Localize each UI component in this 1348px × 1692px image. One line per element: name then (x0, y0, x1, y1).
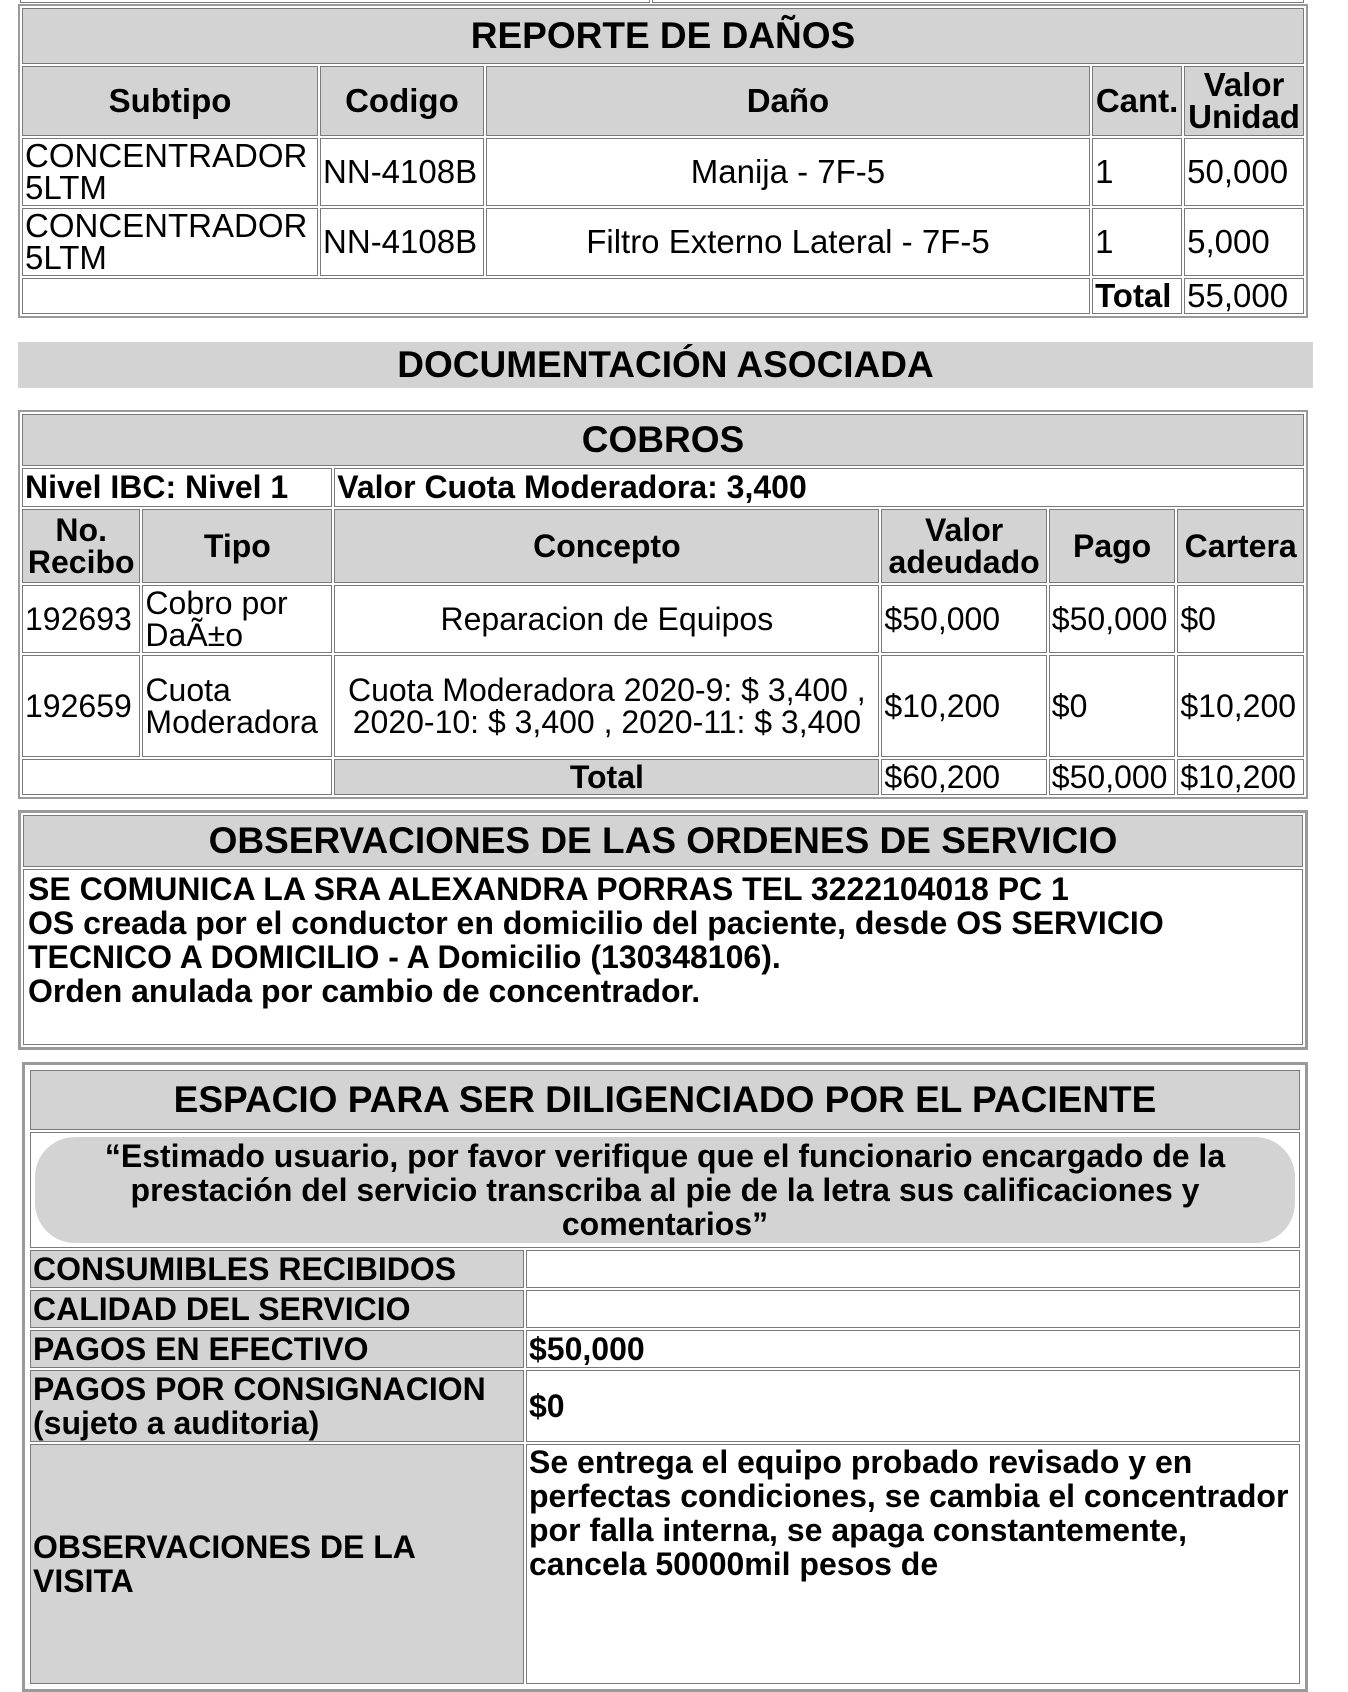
field-row (30, 1370, 1300, 1442)
pagos-efectivo-field[interactable]: $50,000 (526, 1330, 1300, 1368)
valor-cuota-moderadora: Valor Cuota Moderadora: 3,400 (334, 468, 1304, 507)
field-row (30, 1250, 1300, 1288)
col-dano: Daño (486, 66, 1090, 136)
cell-valor: $10,200 (881, 655, 1046, 757)
cell-recibo: 192659 (22, 655, 140, 757)
total-spacer (22, 278, 1090, 314)
observations-body (23, 869, 1303, 1045)
col-cartera: Cartera (1177, 509, 1304, 583)
cell-cartera: $0 (1177, 585, 1304, 653)
col-subtipo: Subtipo (22, 66, 318, 136)
table-row (22, 208, 1304, 276)
charges-table (18, 410, 1308, 799)
table-row (22, 585, 1304, 653)
cell-tipo: Cobro por DaÃ±o (142, 585, 332, 653)
field-label: OBSERVACIONES DE LA VISITA (30, 1444, 524, 1684)
field-row (30, 1444, 1300, 1684)
cell-pago: $0 (1049, 655, 1176, 757)
observations-title: OBSERVACIONES DE LAS ORDENES DE SERVICIO (23, 815, 1303, 867)
field-label: CONSUMIBLES RECIBIDOS (30, 1250, 524, 1288)
total-pago: $50,000 (1049, 759, 1176, 795)
cell-dano: Filtro Externo Lateral - 7F-5 (486, 208, 1090, 276)
cell-cant: 1 (1092, 208, 1182, 276)
cell-recibo: 192693 (22, 585, 140, 653)
field-row (30, 1290, 1300, 1328)
observation-line: Orden anulada por cambio de concentrador. (28, 973, 701, 1009)
total-label: Total (334, 759, 879, 795)
cell-subtipo: CONCENTRADOR 5LTM (22, 138, 318, 206)
total-valor: $60,200 (881, 759, 1046, 795)
damage-report-table (18, 4, 1308, 318)
cell-concepto: Cuota Moderadora 2020-9: $ 3,400 , 2020-10: $ 3,400 , 2020-11: $ 3,400 (334, 655, 879, 757)
col-valor-adeudado: Valor adeudado (881, 509, 1046, 583)
nivel-ibc: Nivel IBC: Nivel 1 (22, 468, 332, 507)
cell-valor: $50,000 (881, 585, 1046, 653)
col-tipo: Tipo (142, 509, 332, 583)
cell-concepto: Reparacion de Equipos (334, 585, 879, 653)
patient-section-title: ESPACIO PARA SER DILIGENCIADO POR EL PACIENTE (30, 1070, 1300, 1130)
cell-codigo: NN-4108B (320, 208, 484, 276)
field-row (30, 1330, 1300, 1368)
total-row (22, 759, 1304, 795)
cell-valor: 5,000 (1184, 208, 1304, 276)
patient-section-table (22, 1062, 1308, 1692)
col-concepto: Concepto (334, 509, 879, 583)
total-value: 55,000 (1184, 278, 1304, 314)
col-cant: Cant. (1092, 66, 1182, 136)
section-title-documentacion: DOCUMENTACIÓN ASOCIADA (18, 342, 1313, 388)
col-valor-unidad: Valor Unidad (1184, 66, 1304, 136)
observation-line: SE COMUNICA LA SRA ALEXANDRA PORRAS TEL 3222104018 PC 1 (28, 871, 1069, 907)
pagos-consignacion-field[interactable]: $0 (526, 1370, 1300, 1442)
cell-valor: 50,000 (1184, 138, 1304, 206)
field-label: CALIDAD DEL SERVICIO (30, 1290, 524, 1328)
table-row (22, 655, 1304, 757)
cell-cartera: $10,200 (1177, 655, 1304, 757)
service-observations-table (18, 810, 1308, 1050)
total-spacer (22, 759, 332, 795)
cell-dano: Manija - 7F-5 (486, 138, 1090, 206)
calidad-field[interactable] (526, 1290, 1300, 1328)
charges-title: COBROS (22, 414, 1304, 466)
observaciones-visita-field[interactable]: Se entrega el equipo probado revisado y en perfectas condiciones, se cambia el concentrador por falla interna, se apaga constantemente, cancela 50000mil pesos de (526, 1444, 1300, 1684)
consumibles-field[interactable] (526, 1250, 1300, 1288)
total-cartera: $10,200 (1177, 759, 1304, 795)
patient-quote-cell (30, 1132, 1300, 1248)
col-pago: Pago (1049, 509, 1176, 583)
cell-codigo: NN-4108B (320, 138, 484, 206)
cell-pago: $50,000 (1049, 585, 1176, 653)
damage-report-title: REPORTE DE DAÑOS (22, 8, 1304, 64)
total-label: Total (1092, 278, 1182, 314)
patient-quote: “Estimado usuario, por favor verifique que el funcionario encargado de la prestación del servicio transcriba al pie de la letra sus calificaciones y comentarios” (35, 1137, 1295, 1243)
observation-line: OS creada por el conductor en domicilio del paciente, desde OS SERVICIO TECNICO A DOMICILIO - A Domicilio (130348106). (28, 905, 1164, 975)
col-codigo: Codigo (320, 66, 484, 136)
total-row (22, 278, 1304, 314)
cell-cant: 1 (1092, 138, 1182, 206)
table-row (22, 138, 1304, 206)
col-recibo: No. Recibo (22, 509, 140, 583)
cell-tipo: Cuota Moderadora (142, 655, 332, 757)
field-label: PAGOS EN EFECTIVO (30, 1330, 524, 1368)
cell-subtipo: CONCENTRADOR 5LTM (22, 208, 318, 276)
field-label: PAGOS POR CONSIGNACION (sujeto a auditoria) (30, 1370, 524, 1442)
